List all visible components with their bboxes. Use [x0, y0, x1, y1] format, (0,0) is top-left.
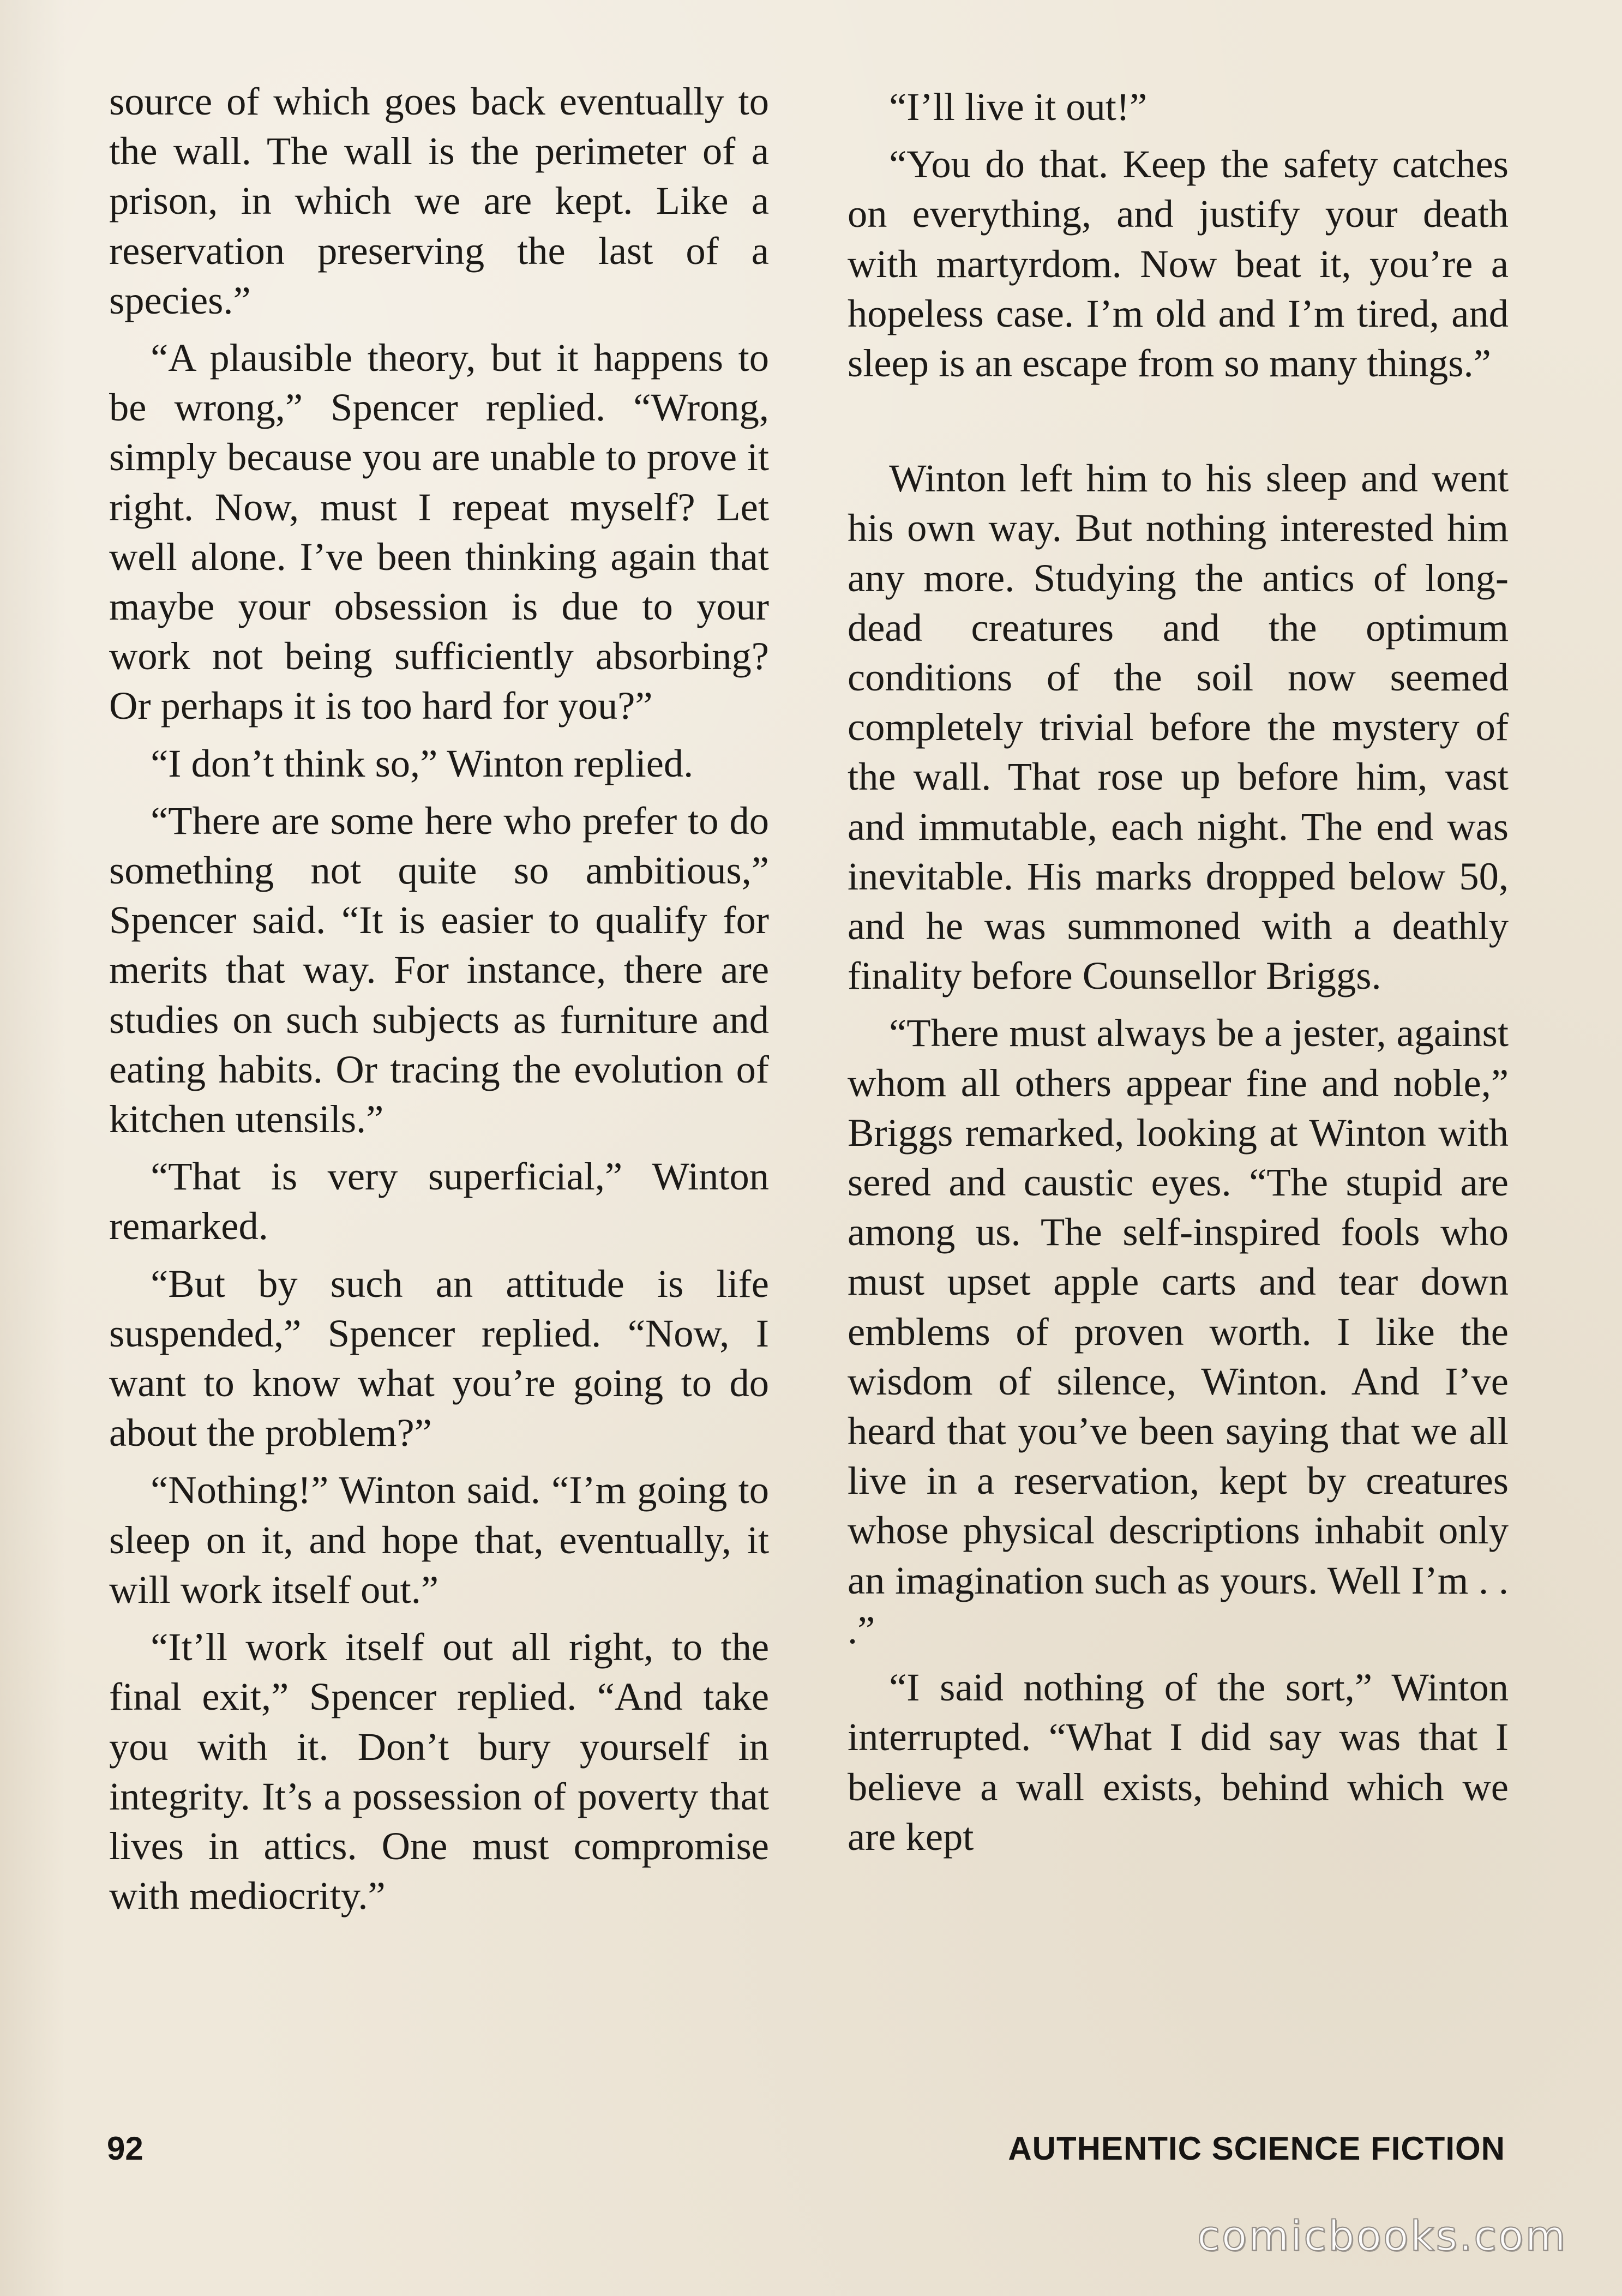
paragraph: “I’ll live it out!”: [889, 85, 1148, 129]
paragraph: “I said nothing of the sort,” Winton interrupted. “What I did say was that I believe a wall exists, behind which we are kept: [848, 1665, 1509, 1859]
paragraph: “But by such an attitude is life suspended,” Spencer replied. “Now, I want to know what you’re going to do about the problem?”: [109, 1261, 769, 1455]
paragraph: “That is very superficial,” Winton remarked.: [109, 1154, 769, 1248]
running-footer-title: AUTHENTIC SCIENCE FICTION: [1008, 2130, 1505, 2167]
paragraph: source of which goes back eventually to the wall. The wall is the perimeter of a prison, in which we are kept. Like a reservation preserving the last of a species.”: [109, 79, 769, 322]
watermark: comicbooks.com: [1197, 2211, 1567, 2260]
paragraph: Winton left him to his sleep and went his own way. But nothing interested him any more. Studying the antics of long-dead creatures and the optimum conditions of the soil now seemed completely trivial before the mystery of the wall. That rose up before him, vast and immutable, each night. The end was inevitable. His marks dropped below 50, and he was summoned with a deathly finality before Counsellor Briggs.: [848, 456, 1509, 998]
paragraph: “You do that. Keep the safety catches on everything, and justify your death with martyrdom. Now beat it, you’re a hopeless case. I’m old and I’m tired, and sleep is an escape from so many things.”: [848, 142, 1509, 386]
right-text-column: [848, 82, 1509, 1869]
paragraph: “A plausible theory, but it happens to be wrong,” Spencer replied. “Wrong, simply because you are unable to prove it right. Now, must I repeat myself? Let well alone. I’ve been thinking again that maybe your obsession is due to your work not being sufficiently absorbing? Or perhaps it is too hard for you?”: [109, 335, 769, 728]
paragraph: “There must always be a jester, against whom all others appear fine and noble,” Briggs remarked, looking at Winton with sered and caustic eyes. “The stupid are among us. The self-inspired fools who must upset apple carts and tear down emblems of proven worth. I like the wisdom of silence, Winton. And I’ve heard that you’ve been saying that we all live in a reservation, kept by creatures whose physical descriptions inhabit only an imagination such as yours. Well I’m . . .”: [848, 1011, 1509, 1652]
left-text-column: [109, 76, 769, 1928]
page-number: 92: [107, 2130, 143, 2167]
paragraph: “There are some here who prefer to do something not quite so ambitious,” Spencer said. “It is easier to qualify for merits that way. For instance, there are studies on such subjects as furniture and eating habits. Or tracing the evolution of kitchen utensils.”: [109, 798, 769, 1141]
paragraph: “I don’t think so,” Winton replied.: [151, 741, 694, 785]
paragraph: “It’ll work itself out all right, to the final exit,” Spencer replied. “And take you with it. Don’t bury yourself in integrity. It’s a possession of poverty that lives in attics. One must compromise with mediocrity.”: [109, 1625, 769, 1918]
paragraph: “Nothing!” Winton said. “I’m going to sleep on it, and hope that, eventually, it will work itself out.”: [109, 1468, 769, 1612]
